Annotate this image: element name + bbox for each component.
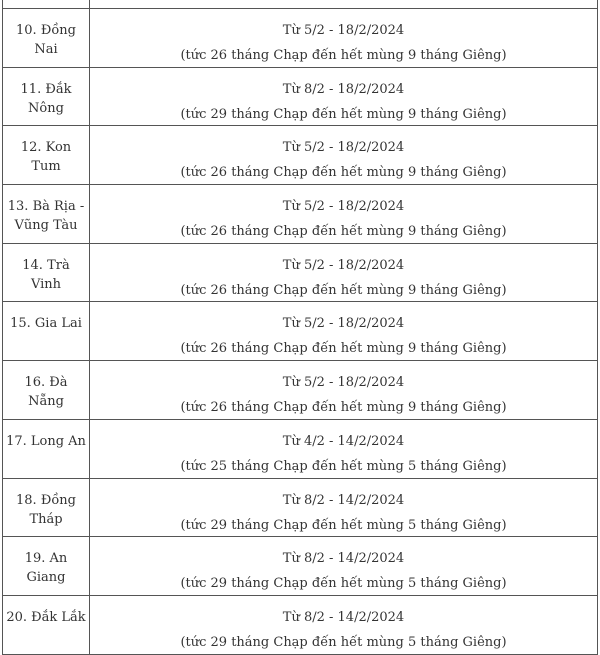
- lunar-date-note: (tức 29 tháng Chạp đến hết mùng 5 tháng Giêng): [180, 576, 507, 592]
- province-cell: 10. Đồng Nai: [3, 9, 90, 68]
- date-cell: [90, 126, 598, 185]
- province-cell: 18. Đồng Tháp: [3, 478, 90, 537]
- lunar-date-note: (tức 26 tháng Chạp đến hết mùng 9 tháng Giêng): [180, 341, 507, 357]
- table-row: [3, 478, 598, 537]
- province-cell: 15. Gia Lai: [3, 302, 90, 361]
- lunar-date-note: (tức 29 tháng Chạp đến hết mùng 9 tháng Giêng): [180, 106, 507, 122]
- date-cell: [90, 185, 598, 244]
- table-row: [3, 243, 598, 302]
- date-range: Từ 5/2 - 18/2/2024: [282, 375, 405, 391]
- table-row: [3, 185, 598, 244]
- province-cell: 11. Đắk Nông: [3, 67, 90, 126]
- date-range: Từ 8/2 - 18/2/2024: [282, 81, 405, 97]
- province-cell: 12. Kon Tum: [3, 126, 90, 185]
- holiday-schedule-table: [2, 0, 598, 655]
- lunar-date-note: (tức 26 tháng Chạp đến hết mùng 9 tháng Giêng): [180, 165, 507, 181]
- province-cell: 16. Đà Nẵng: [3, 361, 90, 420]
- date-range: Từ 8/2 - 14/2/2024: [282, 551, 405, 567]
- lunar-date-note: (tức 26 tháng Chạp đến hết mùng 9 tháng Giêng): [180, 282, 507, 298]
- lunar-date-note: (tức 26 tháng Chạp đến hết mùng 9 tháng Giêng): [180, 400, 507, 416]
- date-range: Từ 5/2 - 18/2/2024: [282, 316, 405, 332]
- table-row: [3, 419, 598, 478]
- date-range: Từ 5/2 - 18/2/2024: [282, 23, 405, 38]
- table-row: [3, 537, 598, 596]
- lunar-date-note: (tức 29 tháng Chạp đến hết mùng 5 tháng Giêng): [180, 517, 507, 533]
- province-cell: 13. Bà Rịa - Vũng Tàu: [3, 185, 90, 244]
- lunar-date-note: (tức 26 tháng Chạp đến hết mùng 9 tháng Giêng): [180, 224, 507, 240]
- table-row: [3, 595, 598, 654]
- table-row: [3, 67, 598, 126]
- province-cell: 19. An Giang: [3, 537, 90, 596]
- lunar-date-note: (tức 29 tháng Chạp đến hết mùng 5 tháng Giêng): [180, 634, 507, 650]
- table-row-partial: [3, 0, 598, 9]
- date-cell: [90, 537, 598, 596]
- table-row: [3, 302, 598, 361]
- date-range: Từ 8/2 - 14/2/2024: [282, 492, 405, 508]
- lunar-date-note: (tức 26 tháng Chạp đến hết mùng 9 tháng Giêng): [180, 48, 507, 63]
- date-cell: [90, 478, 598, 537]
- lunar-date-note: (tức 25 tháng Chạp đến hết mùng 5 tháng Giêng): [180, 458, 507, 474]
- date-range: Từ 5/2 - 18/2/2024: [282, 257, 405, 273]
- date-range: Từ 4/2 - 14/2/2024: [282, 433, 405, 449]
- date-cell: [90, 302, 598, 361]
- date-cell: [90, 361, 598, 420]
- province-cell: 20. Đắk Lắk: [3, 595, 90, 654]
- table-row: [3, 9, 598, 68]
- date-cell: [90, 0, 598, 9]
- date-cell: [90, 595, 598, 654]
- date-range: Từ 5/2 - 18/2/2024: [282, 199, 405, 215]
- table-row: [3, 126, 598, 185]
- date-range: Từ 8/2 - 14/2/2024: [282, 609, 405, 625]
- province-cell: 14. Trà Vinh: [3, 243, 90, 302]
- date-cell: [90, 419, 598, 478]
- table-row: [3, 361, 598, 420]
- date-cell: [90, 243, 598, 302]
- province-cell: 17. Long An: [3, 419, 90, 478]
- province-cell: [3, 0, 90, 9]
- date-cell: [90, 67, 598, 126]
- date-cell: [90, 9, 598, 68]
- date-range: Từ 5/2 - 18/2/2024: [282, 140, 405, 156]
